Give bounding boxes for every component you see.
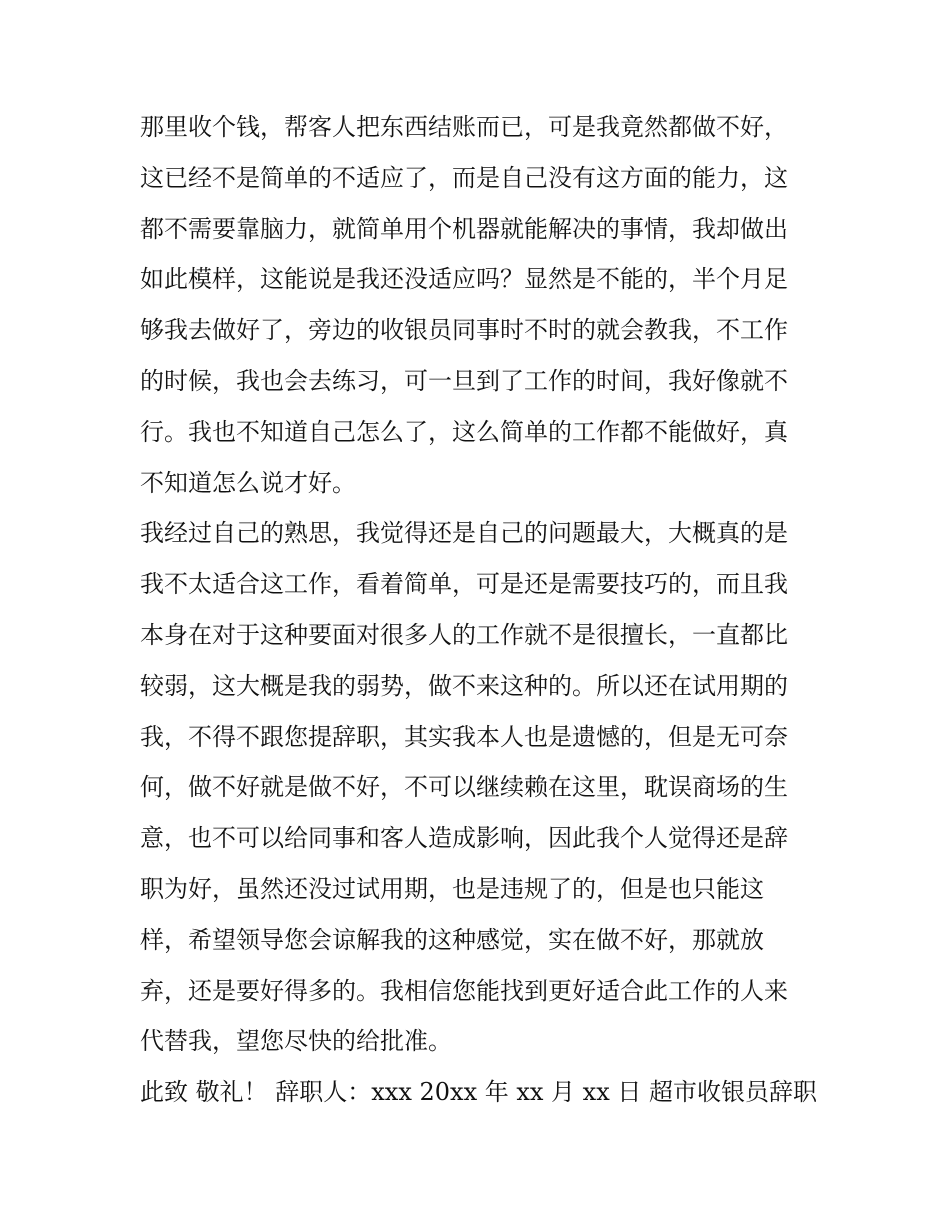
text-line: 弃，还是要好得多的。我相信您能找到更好适合此工作的人来	[140, 976, 788, 1005]
text-line: 我，不得不跟您提辞职，其实我本人也是遗憾的，但是无可奈	[140, 722, 788, 751]
text-line: 我不太适合这工作，看着简单，可是还是需要技巧的，而且我	[140, 570, 788, 599]
closing-signature-line: 此致 敬礼！ 辞职人：xxx 20xx 年 xx 月 xx 日 超市收银员辞职	[140, 1078, 818, 1107]
text-line: 如此模样，这能说是我还没适应吗？显然是不能的，半个月足	[140, 265, 788, 294]
text-line: 不知道怎么说才好。	[140, 468, 356, 497]
resignation-letter-body	[140, 102, 820, 1118]
text-line: 代替我，望您尽快的给批准。	[140, 1027, 452, 1056]
text-line: 本身在对于这种要面对很多人的工作就不是很擅长，一直都比	[140, 620, 788, 649]
text-line: 那里收个钱，帮客人把东西结账而已，可是我竟然都做不好，	[140, 113, 788, 141]
text-line: 够我去做好了，旁边的收银员同事时不时的就会教我，不工作	[140, 316, 788, 345]
text-line: 的时候，我也会去练习，可一旦到了工作的时间，我好像就不	[140, 366, 788, 395]
text-line: 行。我也不知道自己怎么了，这么简单的工作都不能做好，真	[140, 417, 788, 446]
text-line: 何，做不好就是做不好，不可以继续赖在这里，耽误商场的生	[140, 773, 788, 802]
text-line: 职为好，虽然还没过试用期，也是违规了的，但是也只能这	[140, 874, 764, 903]
text-line: 这已经不是简单的不适应了，而是自己没有这方面的能力，这	[140, 163, 788, 192]
text-line: 意，也不可以给同事和客人造成影响，因此我个人觉得还是辞	[140, 824, 788, 853]
text-line: 都不需要靠脑力，就简单用个机器就能解决的事情，我却做出	[140, 214, 788, 243]
text-line: 我经过自己的熟思，我觉得还是自己的问题最大，大概真的是	[140, 519, 788, 548]
text-line: 样，希望领导您会谅解我的这种感觉，实在做不好，那就放	[140, 925, 764, 954]
text-line: 较弱，这大概是我的弱势，做不来这种的。所以还在试用期的	[140, 671, 788, 700]
